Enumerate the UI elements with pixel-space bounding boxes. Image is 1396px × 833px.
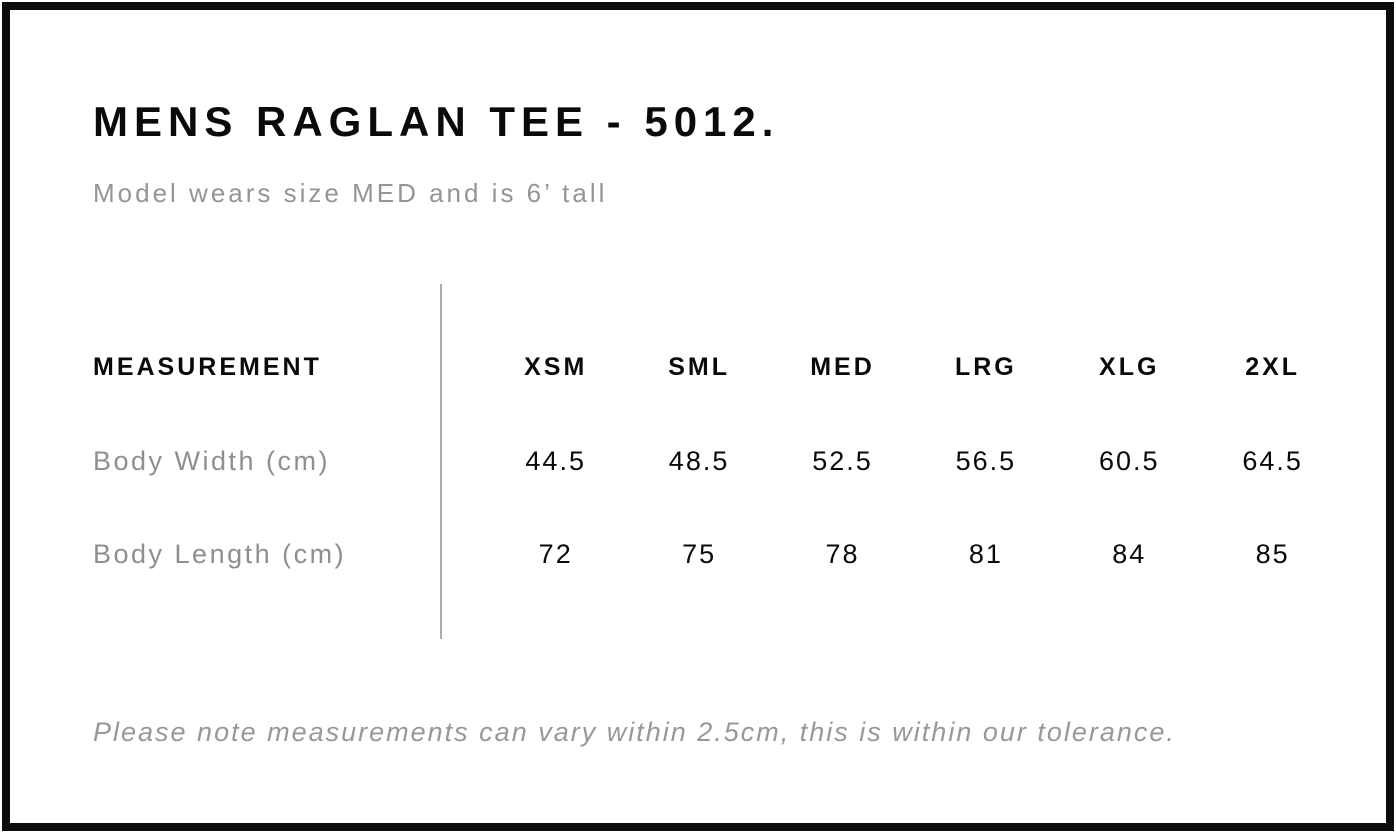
- page-title: MENS RAGLAN TEE - 5012.: [93, 98, 780, 145]
- row-label-body-length: Body Length (cm): [93, 539, 347, 570]
- body-length-xsm: 72: [538, 539, 573, 570]
- size-guide-page: [10, 98, 1386, 748]
- table-row-body-width: [93, 415, 1346, 509]
- table-header-row: [93, 321, 1346, 415]
- size-header-2xl: 2XL: [1245, 353, 1301, 382]
- size-header-sml: SML: [668, 353, 730, 382]
- size-header-lrg: LRG: [954, 353, 1017, 382]
- vertical-divider: [440, 284, 442, 639]
- page-frame: [2, 2, 1394, 831]
- size-header-xlg: XLG: [1099, 353, 1160, 382]
- body-length-xlg: 84: [1112, 539, 1147, 570]
- size-chart-table: [93, 284, 1346, 639]
- body-length-2xl: 85: [1255, 539, 1290, 570]
- size-header-xsm: XSM: [524, 353, 588, 382]
- body-width-lrg: 56.5: [955, 445, 1017, 476]
- body-length-lrg: 81: [968, 539, 1003, 570]
- tolerance-note: Please note measurements can vary within 2.5cm, this is within our tolerance.: [93, 717, 1176, 747]
- size-header-med: MED: [810, 353, 875, 382]
- row-label-body-width: Body Width (cm): [93, 445, 331, 476]
- body-width-2xl: 64.5: [1242, 445, 1303, 476]
- body-width-xsm: 44.5: [525, 445, 586, 476]
- body-length-sml: 75: [682, 539, 717, 570]
- measurement-column-header: MEASUREMENT: [93, 353, 322, 382]
- model-size-note: Model wears size MED and is 6’ tall: [93, 178, 608, 208]
- body-width-sml: 48.5: [668, 445, 730, 476]
- body-width-med: 52.5: [812, 445, 873, 476]
- table-row-body-length: [93, 508, 1346, 602]
- body-width-xlg: 60.5: [1098, 445, 1160, 476]
- body-length-med: 78: [825, 539, 860, 570]
